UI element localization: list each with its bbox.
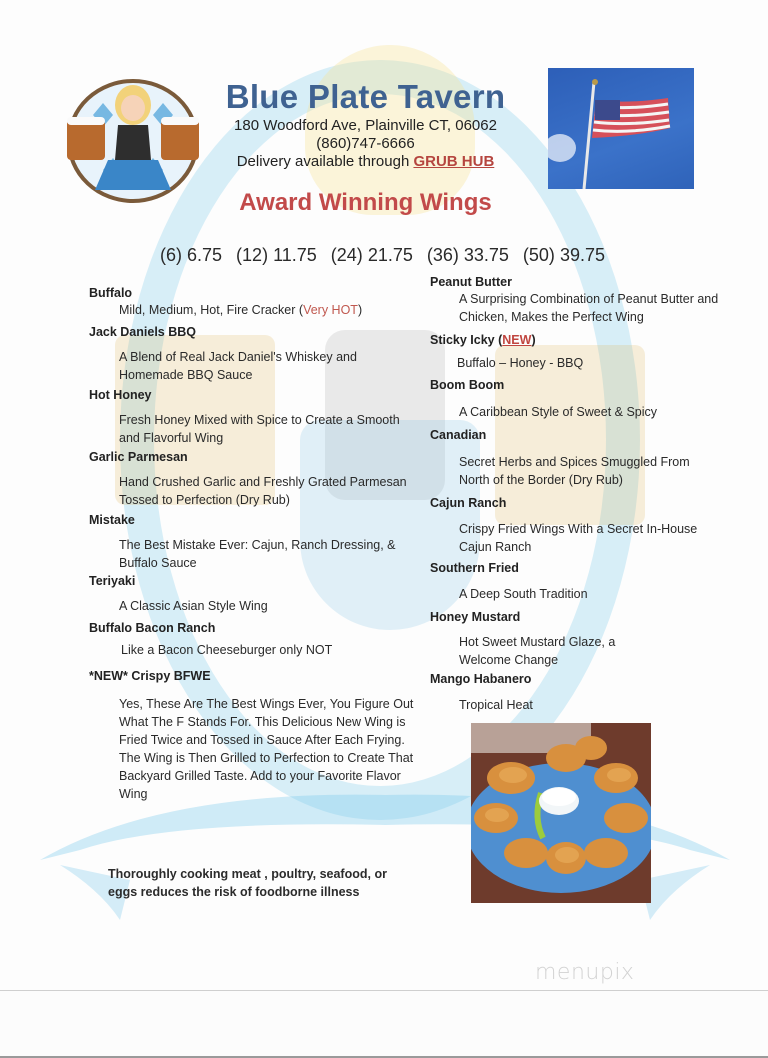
menupix-watermark: menupix xyxy=(535,960,635,985)
menu-subtitle: Award Winning Wings xyxy=(239,189,492,216)
flavor-name: Hot Honey xyxy=(89,388,152,402)
flavor-description: A Caribbean Style of Sweet & Spicy xyxy=(459,405,658,419)
flavor-name: Canadian xyxy=(430,428,487,442)
chicken-wings-photo xyxy=(471,723,651,903)
food-safety-notice: Thoroughly cooking meat , poultry, seafood, or eggs reduces the risk of foodborne illness xyxy=(108,867,387,899)
flavor-description: A Deep South Tradition xyxy=(459,587,588,601)
flavor-description: A Classic Asian Style Wing xyxy=(119,599,268,613)
flavor-description: Secret Herbs and Spices Smuggled From North of the Border (Dry Rub) xyxy=(459,455,690,487)
flavor-name: Mistake xyxy=(89,513,135,527)
flavor-name: *NEW* Crispy BFWE xyxy=(89,669,211,683)
flavor-name: Garlic Parmesan xyxy=(89,450,188,464)
restaurant-address: 180 Woodford Ave, Plainville CT, 06062 xyxy=(234,117,497,134)
price-option: (12) 11.75 xyxy=(236,245,317,265)
flavor-description: Mild, Medium, Hot, Fire Cracker (Very HOT) xyxy=(119,303,363,317)
flavor-description: A Blend of Real Jack Daniel's Whiskey and Homemade BBQ Sauce xyxy=(119,350,357,382)
price-option: (24) 21.75 xyxy=(330,245,413,265)
restaurant-phone: (860)747-6666 xyxy=(316,135,415,152)
flavor-name: Cajun Ranch xyxy=(430,496,507,510)
flavor-description: Buffalo – Honey - BBQ xyxy=(457,356,584,370)
restaurant-name: Blue Plate Tavern xyxy=(225,78,506,115)
flavor-name: Honey Mustard xyxy=(430,610,521,624)
flavor-name: Teriyaki xyxy=(89,574,136,588)
american-flag-photo xyxy=(548,68,694,189)
price-option: (6) 6.75 xyxy=(160,245,223,265)
flavor-description: Like a Bacon Cheeseburger only NOT xyxy=(121,643,333,657)
flavor-description: Hand Crushed Garlic and Freshly Grated Parmesan Tossed to Perfection (Dry Rub) xyxy=(119,475,407,507)
flavor-name: Buffalo xyxy=(89,286,133,300)
delivery-info xyxy=(213,153,518,170)
flavor-description: Fresh Honey Mixed with Spice to Create a Smooth and Flavorful Wing xyxy=(119,413,400,445)
flavor-description: Yes, These Are The Best Wings Ever, You Figure Out What The F Stands For. This Delicious New Wing is Fried Twice and Tossed in Sauce After Each Frying. The Wing is Then Grilled to Perfection to Create That Backyard Grilled Taste. Add to your Favorite Flavor Wing xyxy=(119,697,414,801)
wings-plate-icon xyxy=(471,723,651,903)
waitress-logo-icon xyxy=(63,75,203,205)
price-option: (36) 33.75 xyxy=(426,245,509,265)
flavor-name: Jack Daniels BBQ xyxy=(89,325,196,339)
flavor-name: Sticky Icky (NEW) xyxy=(430,333,536,347)
delivery-prefix: Delivery available through xyxy=(236,153,414,170)
price-option: (50) 39.75 xyxy=(522,245,605,265)
flavor-description: Tropical Heat xyxy=(459,698,533,712)
flavor-description: Crispy Fried Wings With a Secret In-House Cajun Ranch xyxy=(459,522,698,554)
flavor-name: Southern Fried xyxy=(430,561,519,575)
flavor-description: The Best Mistake Ever: Cajun, Ranch Dressing, & Buffalo Sauce xyxy=(119,538,396,570)
background-beer-mugs-right xyxy=(495,345,645,525)
flavor-name: Mango Habanero xyxy=(430,672,532,686)
flavor-name: Buffalo Bacon Ranch xyxy=(89,621,216,635)
flavor-name: Boom Boom xyxy=(430,378,505,392)
page-bottom-margin xyxy=(0,991,768,1058)
wing-price-list xyxy=(160,245,605,266)
grubhub-link[interactable]: GRUB HUB xyxy=(413,153,495,170)
flavor-description: A Surprising Combination of Peanut Butter and Chicken, Makes the Perfect Wing xyxy=(459,292,719,324)
flavor-name: Peanut Butter xyxy=(430,275,512,289)
flavor-description: Hot Sweet Mustard Glaze, a Welcome Change xyxy=(459,635,616,667)
flag-icon xyxy=(548,68,694,189)
